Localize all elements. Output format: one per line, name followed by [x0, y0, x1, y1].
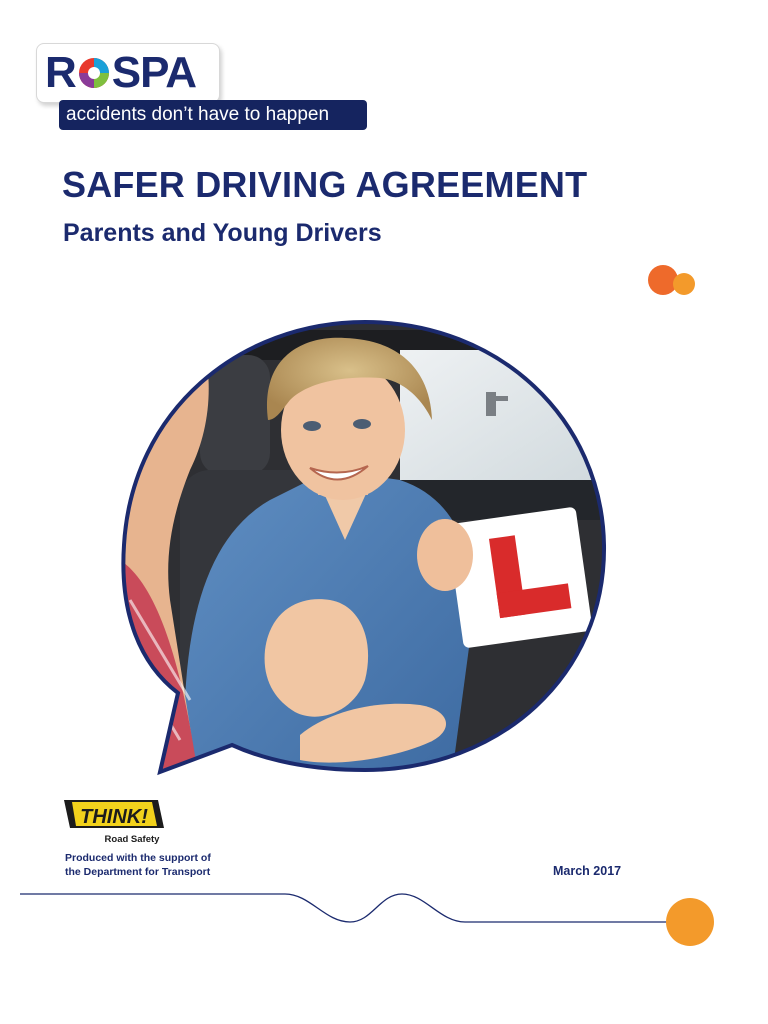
logo-tagline: accidents don’t have to happen [66, 104, 330, 125]
think-word: THINK! [80, 806, 148, 828]
footer-dot [666, 898, 714, 946]
produced-by-line-2: the Department for Transport [65, 866, 211, 878]
document-title: SAFER DRIVING AGREEMENT [62, 164, 588, 205]
produced-by-line-1: Produced with the support of [65, 852, 211, 864]
driving-lesson-photo [100, 310, 630, 790]
top-dot-small [673, 273, 695, 295]
think-road-safety-logo [62, 798, 166, 846]
publication-date: March 2017 [553, 864, 622, 878]
document-subtitle: Parents and Young Drivers [63, 219, 382, 247]
rospa-wordmark: R SPA [45, 48, 196, 97]
produced-by-text [65, 851, 211, 879]
think-caption: Road Safety [104, 834, 160, 845]
footer-wave-line [20, 894, 668, 922]
top-dot-large [648, 265, 678, 295]
